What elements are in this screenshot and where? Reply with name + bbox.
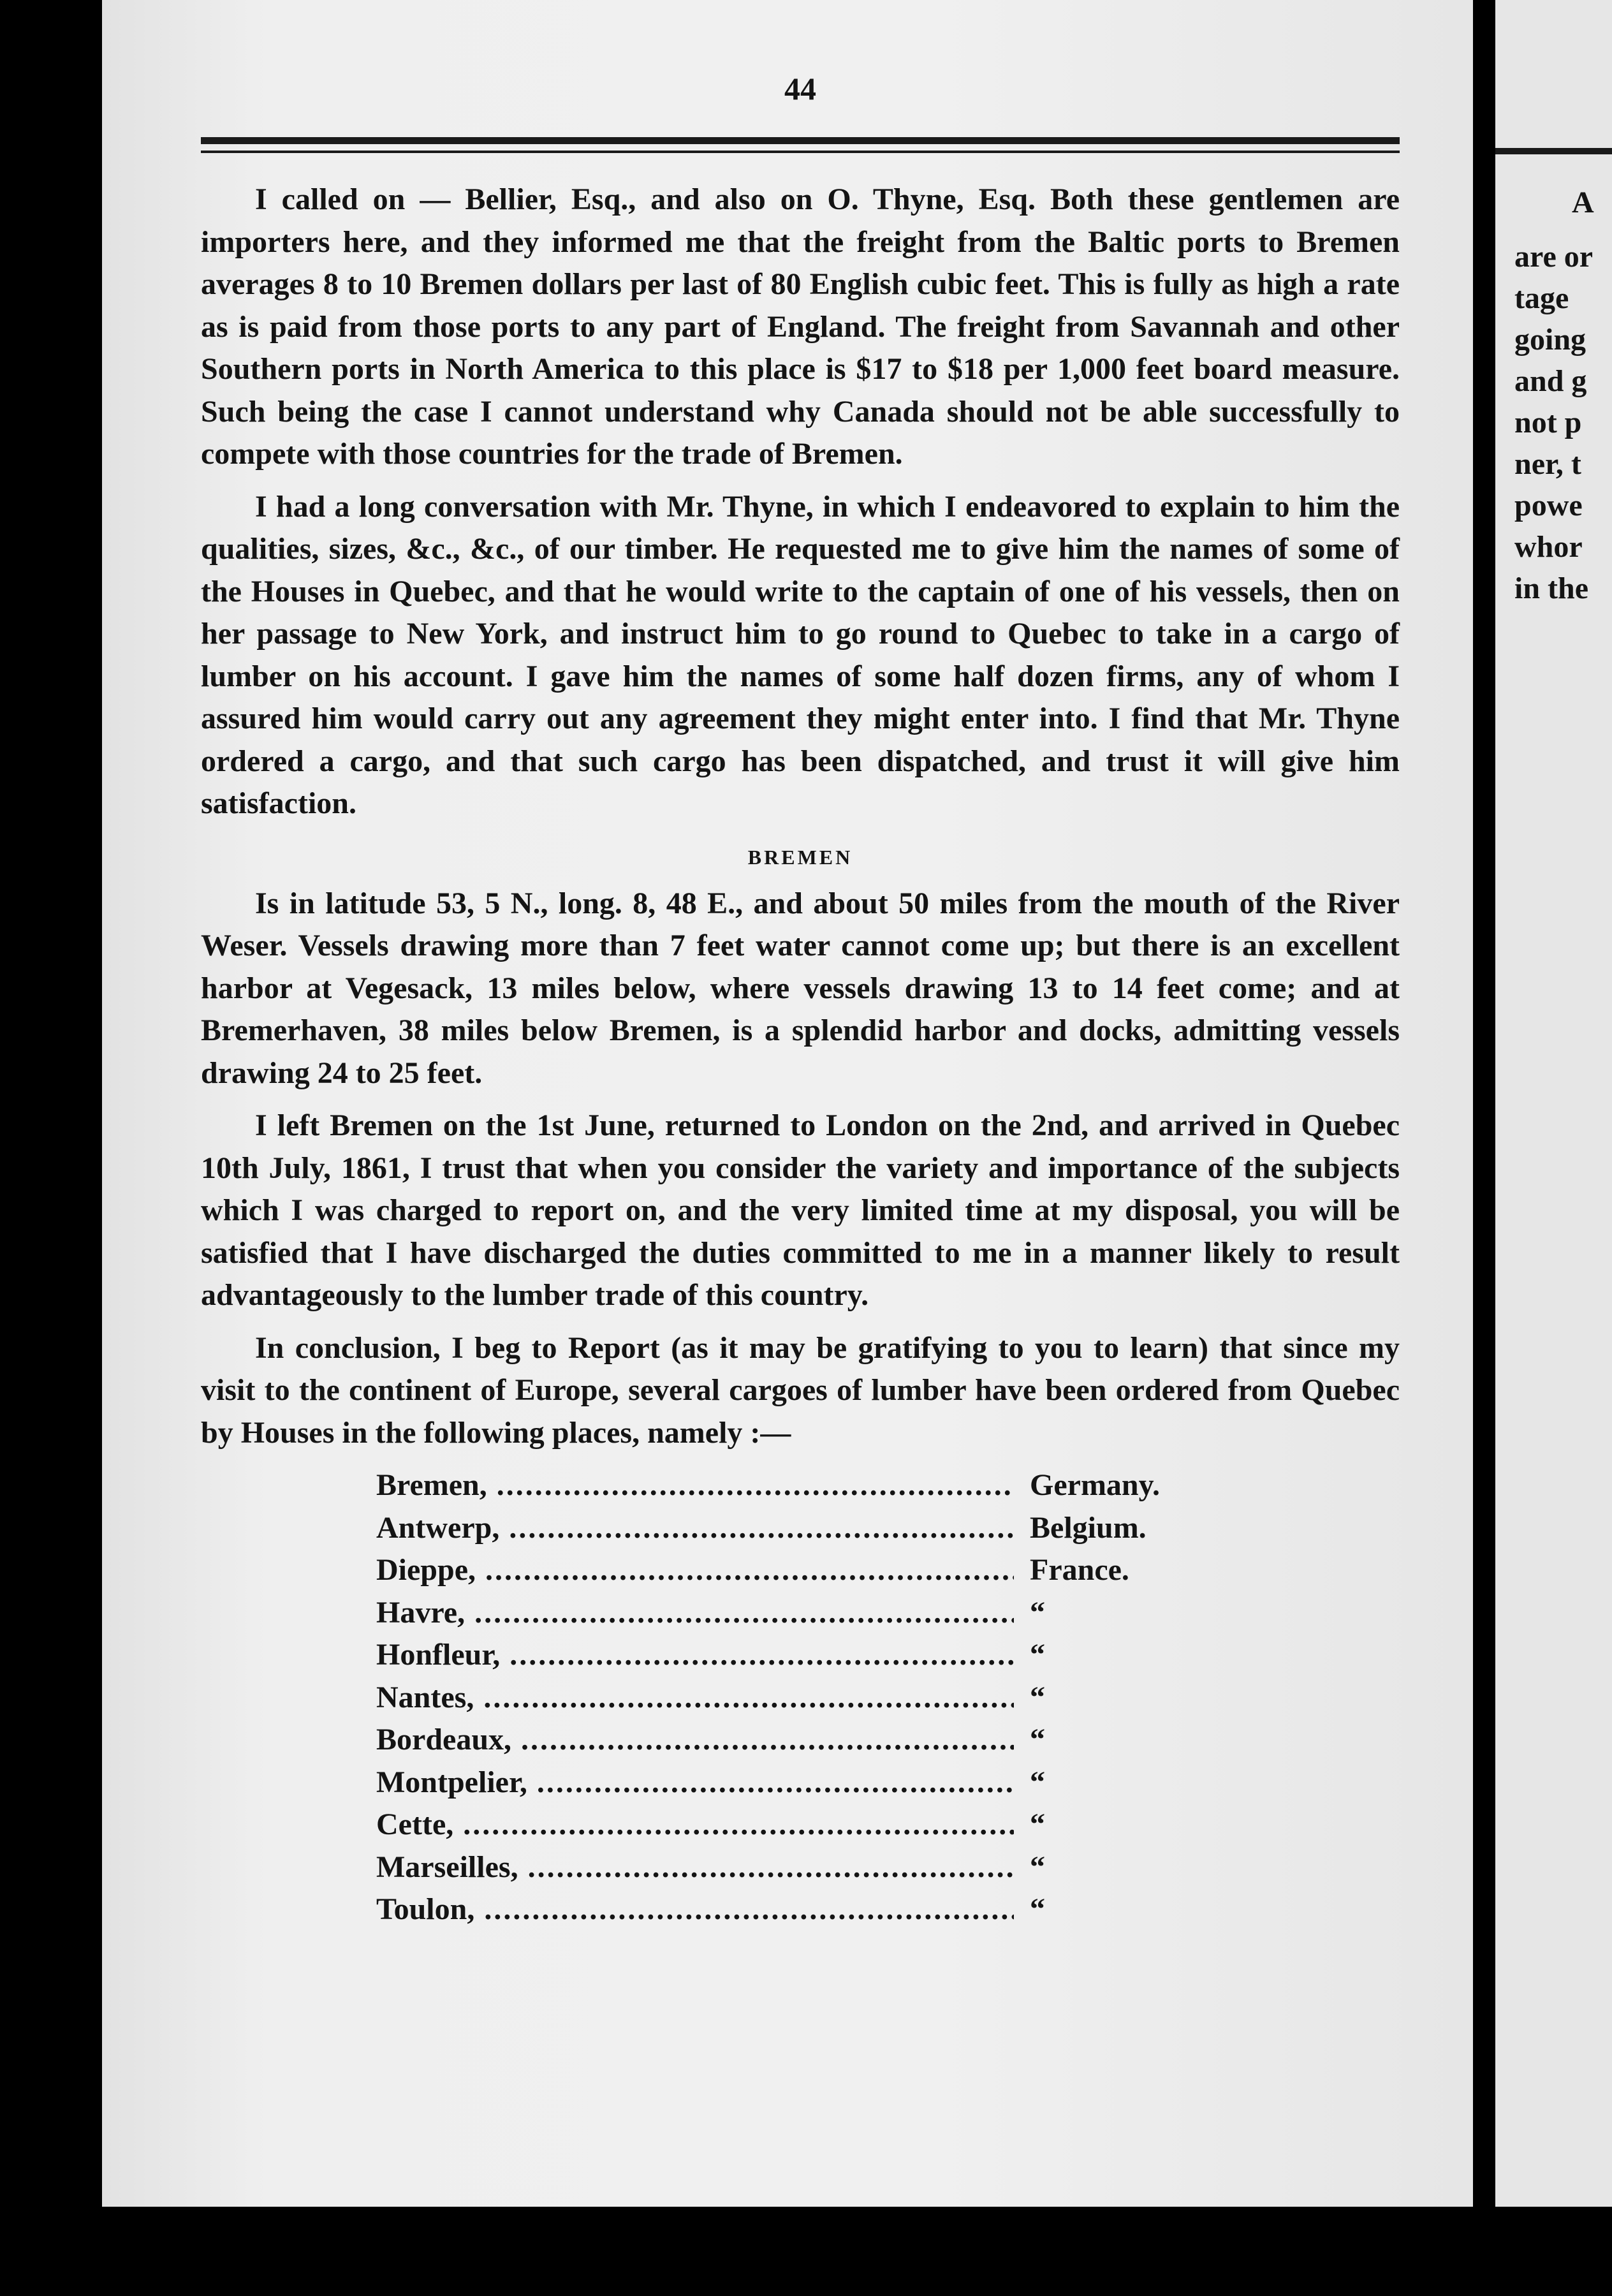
- place-name: Bremen, .....: [376, 1464, 1014, 1507]
- header-rule-thick: [201, 137, 1400, 144]
- adjacent-page-edge: [1495, 0, 1612, 2207]
- list-item: [201, 1888, 1400, 1931]
- adjacent-page-rule: [1495, 148, 1612, 154]
- list-item: [201, 1634, 1400, 1677]
- adjacent-line: ner, t: [1514, 447, 1581, 481]
- adjacent-line: powe: [1514, 489, 1583, 522]
- place-country: “: [1030, 1638, 1045, 1672]
- list-item: [201, 1592, 1400, 1635]
- place-name: Bordeaux, .....: [376, 1719, 1014, 1762]
- paragraph: I had a long conversation with Mr. Thyne, in which I endeavored to explain to him the qualities, sizes, &c., &c., of our timber. He requested me to give him the names of some of the Houses in Quebec, and that he would write to the captain of one of his vessels, then on her passage to New York, and instruct him to go round to Quebec to take in a cargo of lumber on his account. I gave him the names of some half dozen firms, any of whom I assured him would carry out any agreement they might enter into. I find that Mr. Thyne ordered a cargo, and that such cargo has been dispatched, and trust it will give him satisfaction.: [201, 489, 1400, 820]
- adjacent-line: whor: [1514, 530, 1583, 564]
- place-country: “: [1030, 1892, 1045, 1926]
- adjacent-line: tage: [1514, 281, 1569, 315]
- places-list: [201, 1464, 1400, 1931]
- page-body: [201, 179, 1400, 1931]
- place-name: Montpelier, .....: [376, 1762, 1014, 1804]
- list-item: [201, 1677, 1400, 1719]
- paragraph: I left Bremen on the 1st June, returned to London on the 2nd, and arrived in Quebec 10th July, 1861, I trust that when you consider the variety and importance of the subjects which I was charged to report on, and the very limited time at my disposal, you will be satisfied that I have discharged the duties committed to me in a manner likely to result advantageously to the lumber trade of this country.: [201, 1108, 1400, 1312]
- place-country: France.: [1030, 1553, 1129, 1587]
- list-item: [201, 1762, 1400, 1804]
- place-name: Nantes, .....: [376, 1677, 1014, 1719]
- section-heading: BREMEN: [747, 845, 853, 869]
- list-item: [201, 1804, 1400, 1846]
- place-name: Dieppe, .....: [376, 1549, 1014, 1592]
- list-item: [201, 1549, 1400, 1592]
- place-country: “: [1030, 1807, 1045, 1841]
- place-name: Toulon, .....: [376, 1888, 1014, 1931]
- place-country: Belgium.: [1030, 1510, 1147, 1545]
- list-item: [201, 1464, 1400, 1507]
- adjacent-line: A: [1572, 186, 1594, 219]
- adjacent-line: are or: [1514, 240, 1594, 274]
- place-country: “: [1030, 1765, 1045, 1799]
- list-item: [201, 1846, 1400, 1889]
- place-country: Germany.: [1030, 1468, 1160, 1502]
- header-rule-thin: [201, 151, 1400, 153]
- place-country: “: [1030, 1850, 1045, 1884]
- place-country: “: [1030, 1595, 1045, 1630]
- place-name: Marseilles, .....: [376, 1846, 1014, 1889]
- paragraph: In conclusion, I beg to Report (as it may be gratifying to you to learn) that since my visit to the continent of Europe, several cargoes of lumber have been ordered from Quebec by Houses in the following places, namely :—: [201, 1330, 1400, 1450]
- place-country: “: [1030, 1723, 1045, 1756]
- place-name: Havre, .....: [376, 1592, 1014, 1635]
- place-name: Honfleur, .....: [376, 1634, 1014, 1677]
- place-name: Cette, .....: [376, 1804, 1014, 1846]
- page-number: 44: [784, 71, 816, 107]
- adjacent-line: going: [1514, 323, 1586, 357]
- list-item: [201, 1507, 1400, 1550]
- place-country: “: [1030, 1680, 1045, 1714]
- place-name: Antwerp, .....: [376, 1507, 1014, 1550]
- adjacent-line: in the: [1514, 571, 1589, 605]
- adjacent-line: and g: [1514, 364, 1587, 398]
- paragraph: Is in latitude 53, 5 N., long. 8, 48 E., and about 50 miles from the mouth of the River Weser. Vessels drawing more than 7 feet water cannot come up; but there is an excellent harbor at Vegesack, 13 miles below, where vessels drawing 13 to 14 feet come; and at Bremerhaven, 38 miles below Bremen, is a splendid harbor and docks, admitting vessels drawing 24 to 25 feet.: [201, 886, 1400, 1090]
- adjacent-line: not p: [1514, 406, 1582, 439]
- paragraph: I called on — Bellier, Esq., and also on O. Thyne, Esq. Both these gentlemen are importers here, and they informed me that the freight from the Baltic ports to Bremen averages 8 to 10 Bremen dollars per last of 80 English cubic feet. This is fully as high a rate as is paid from those ports to any part of England. The freight from Savannah and other Southern ports in North America to this place is $17 to $18 per 1,000 feet board measure. Such being the case I cannot understand why Canada should not be able successfully to compete with those countries for the trade of Bremen.: [201, 182, 1400, 471]
- list-item: [201, 1719, 1400, 1762]
